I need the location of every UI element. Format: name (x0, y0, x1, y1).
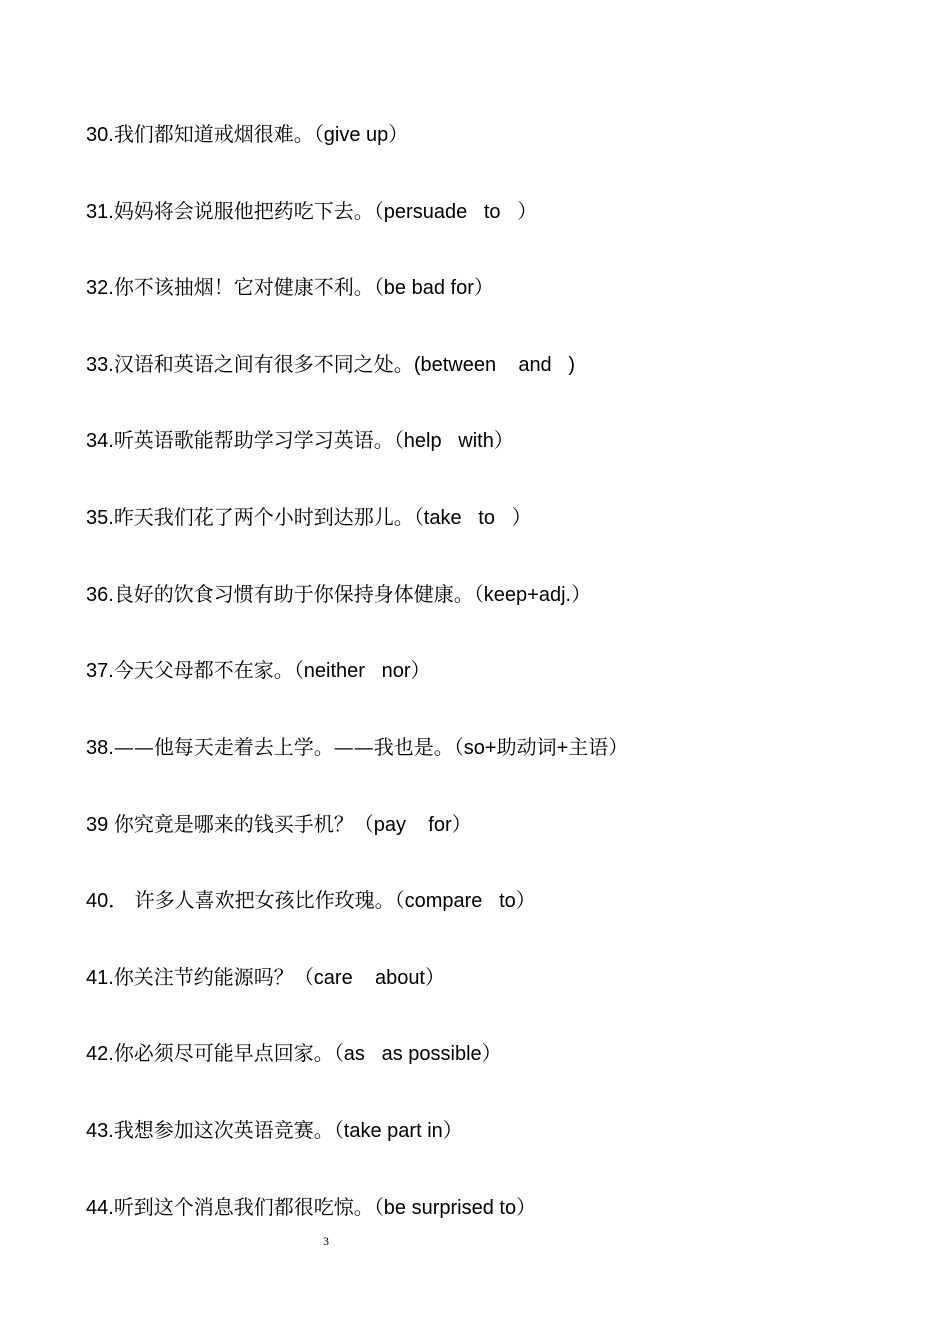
item-number: 34. (86, 430, 114, 452)
item-number: 30. (86, 124, 114, 146)
chinese-sentence: 你不该抽烟！它对健康不利。 (113, 275, 374, 299)
item-number: 40． (86, 890, 129, 912)
chinese-sentence: 良好的饮食习惯有助于你保持身体健康。 (113, 582, 474, 606)
item-number: 38. (86, 737, 114, 759)
chinese-sentence: 妈妈将会说服他把药吃下去。 (113, 199, 374, 223)
phrase-hint: （pay for） (353, 814, 472, 836)
phrase-hint: （so+助动词+主语） (453, 737, 629, 759)
exercise-item-38 (86, 733, 628, 762)
item-number: 35. (86, 507, 114, 529)
phrase-hint: (between and ) (413, 354, 576, 376)
chinese-sentence: 你关注节约能源吗？ (113, 965, 294, 989)
exercise-item-36 (86, 580, 591, 609)
exercise-item-34 (86, 426, 514, 455)
item-number: 31. (86, 201, 114, 223)
exercise-item-35 (86, 503, 532, 532)
phrase-hint: （keep+adj.） (473, 584, 592, 606)
phrase-hint: （care about） (293, 967, 445, 989)
chinese-sentence: ——他每天走着去上学。——我也是。 (113, 735, 454, 759)
item-number: 36. (86, 584, 114, 606)
exercise-item-41 (86, 963, 445, 992)
phrase-hint: （compare to） (394, 890, 536, 912)
phrase-hint: （take to ） (413, 507, 532, 529)
phrase-hint: （be bad for） (373, 277, 494, 299)
chinese-sentence: 听英语歌能帮助学习学习英语。 (113, 428, 394, 452)
phrase-hint: （give up） (313, 124, 409, 146)
phrase-hint: （persuade to ） (373, 201, 538, 223)
exercise-item-30 (86, 120, 408, 149)
chinese-sentence: 许多人喜欢把女孩比作玫瑰。 (128, 888, 395, 912)
chinese-sentence: 你必须尽可能早点回家。 (113, 1041, 334, 1065)
chinese-sentence: 汉语和英语之间有很多不同之处。 (113, 352, 414, 376)
chinese-sentence: 我们都知道戒烟很难。 (113, 122, 314, 146)
exercise-item-32 (86, 273, 494, 302)
exercise-item-43 (86, 1116, 463, 1145)
exercise-item-40 (86, 886, 536, 915)
chinese-sentence: 我想参加这次英语竞赛。 (113, 1118, 334, 1142)
exercise-item-44 (86, 1193, 536, 1222)
exercise-item-39 (86, 810, 472, 839)
chinese-sentence: 昨天我们花了两个小时到达那儿。 (113, 505, 414, 529)
item-number: 41. (86, 967, 114, 989)
item-number: 32. (86, 277, 114, 299)
exercise-item-37 (86, 656, 431, 685)
exercise-item-42 (86, 1039, 502, 1068)
phrase-hint: （be surprised to） (373, 1197, 537, 1219)
chinese-sentence: 听到这个消息我们都很吃惊。 (113, 1195, 374, 1219)
phrase-hint: （help with） (393, 430, 514, 452)
item-number: 39 (86, 814, 114, 836)
page-number: 3 (323, 1234, 329, 1248)
phrase-hint: （as as possible） (333, 1043, 502, 1065)
item-number: 42. (86, 1043, 114, 1065)
item-number: 33. (86, 354, 114, 376)
exercise-item-33 (86, 350, 575, 379)
phrase-hint: （take part in） (333, 1120, 463, 1142)
item-number: 44. (86, 1197, 114, 1219)
chinese-sentence: 今天父母都不在家。 (113, 658, 294, 682)
phrase-hint: （neither nor） (293, 660, 431, 682)
item-number: 43. (86, 1120, 114, 1142)
item-number: 37. (86, 660, 114, 682)
chinese-sentence: 你究竟是哪来的钱买手机？ (113, 812, 354, 836)
exercise-item-31 (86, 197, 537, 226)
